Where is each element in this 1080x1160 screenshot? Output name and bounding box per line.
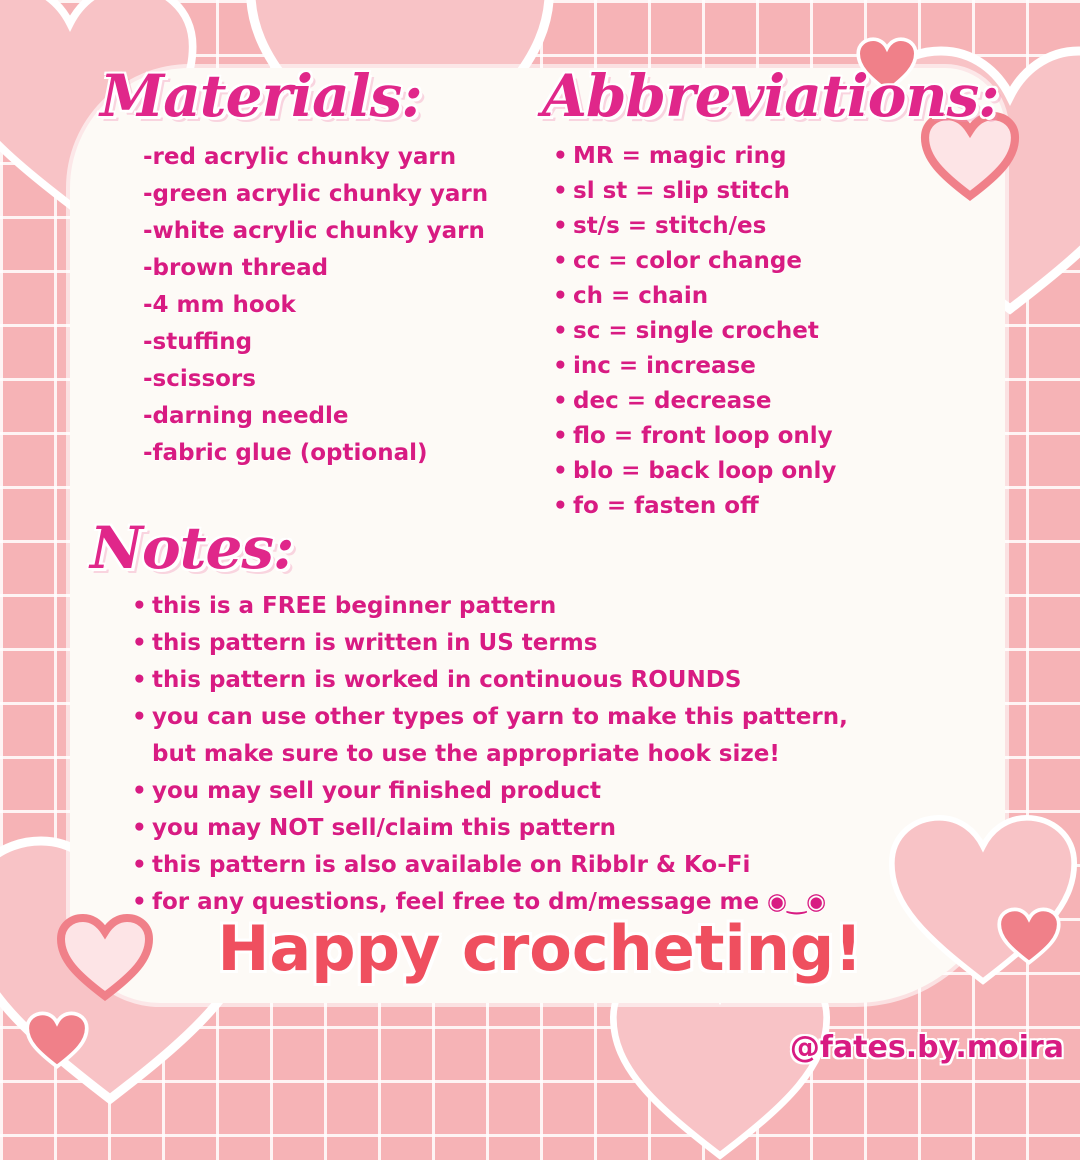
- materials-heading: Materials:: [100, 62, 422, 130]
- list-item: • you may sell your finished product: [132, 778, 602, 804]
- heart-icon: [26, 1012, 88, 1068]
- list-item: • st/s = stitch/es: [553, 213, 767, 239]
- abbreviations-heading: Abbreviations:: [542, 62, 999, 130]
- list-item: • this is a FREE beginner pattern: [132, 593, 557, 619]
- list-item: but make sure to use the appropriate hook size!: [152, 741, 780, 767]
- list-item: • you may NOT sell/claim this pattern: [132, 815, 617, 841]
- list-item: • this pattern is worked in continuous ROUNDS: [132, 667, 742, 693]
- materials-list: [143, 139, 488, 472]
- happy-crocheting-greeting: Happy crocheting!: [217, 912, 863, 985]
- list-item: • dec = decrease: [553, 388, 772, 414]
- list-item: • this pattern is written in US terms: [132, 630, 598, 656]
- list-item: -white acrylic chunky yarn: [143, 218, 485, 244]
- list-item: • fo = fasten off: [553, 493, 759, 519]
- list-item: -darning needle: [143, 403, 349, 429]
- list-item: • sc = single crochet: [553, 318, 819, 344]
- list-item: -red acrylic chunky yarn: [143, 144, 457, 170]
- list-item: • MR = magic ring: [553, 143, 787, 169]
- list-item: • ch = chain: [553, 283, 709, 309]
- list-item: -scissors: [143, 366, 256, 392]
- list-item: • this pattern is also available on Ribblr & Ko-Fi: [132, 852, 751, 878]
- list-item: -4 mm hook: [143, 292, 296, 318]
- list-item: • sl st = slip stitch: [553, 178, 791, 204]
- list-item: • blo = back loop only: [553, 458, 837, 484]
- list-item: -brown thread: [143, 255, 329, 281]
- abbreviations-list: [553, 139, 836, 524]
- notes-list: [132, 588, 848, 921]
- list-item: -green acrylic chunky yarn: [143, 181, 489, 207]
- list-item: • for any questions, feel free to dm/message me ◉‿◉: [132, 889, 827, 915]
- list-item: • you can use other types of yarn to make this pattern,: [132, 704, 848, 730]
- list-item: • cc = color change: [553, 248, 802, 274]
- list-item: • inc = increase: [553, 353, 756, 379]
- notes-heading: Notes:: [90, 514, 294, 582]
- creator-handle: @fates.by.moira: [789, 1030, 1064, 1065]
- list-item: -fabric glue (optional): [143, 440, 428, 466]
- list-item: • flo = front loop only: [553, 423, 833, 449]
- list-item: -stuffing: [143, 329, 253, 355]
